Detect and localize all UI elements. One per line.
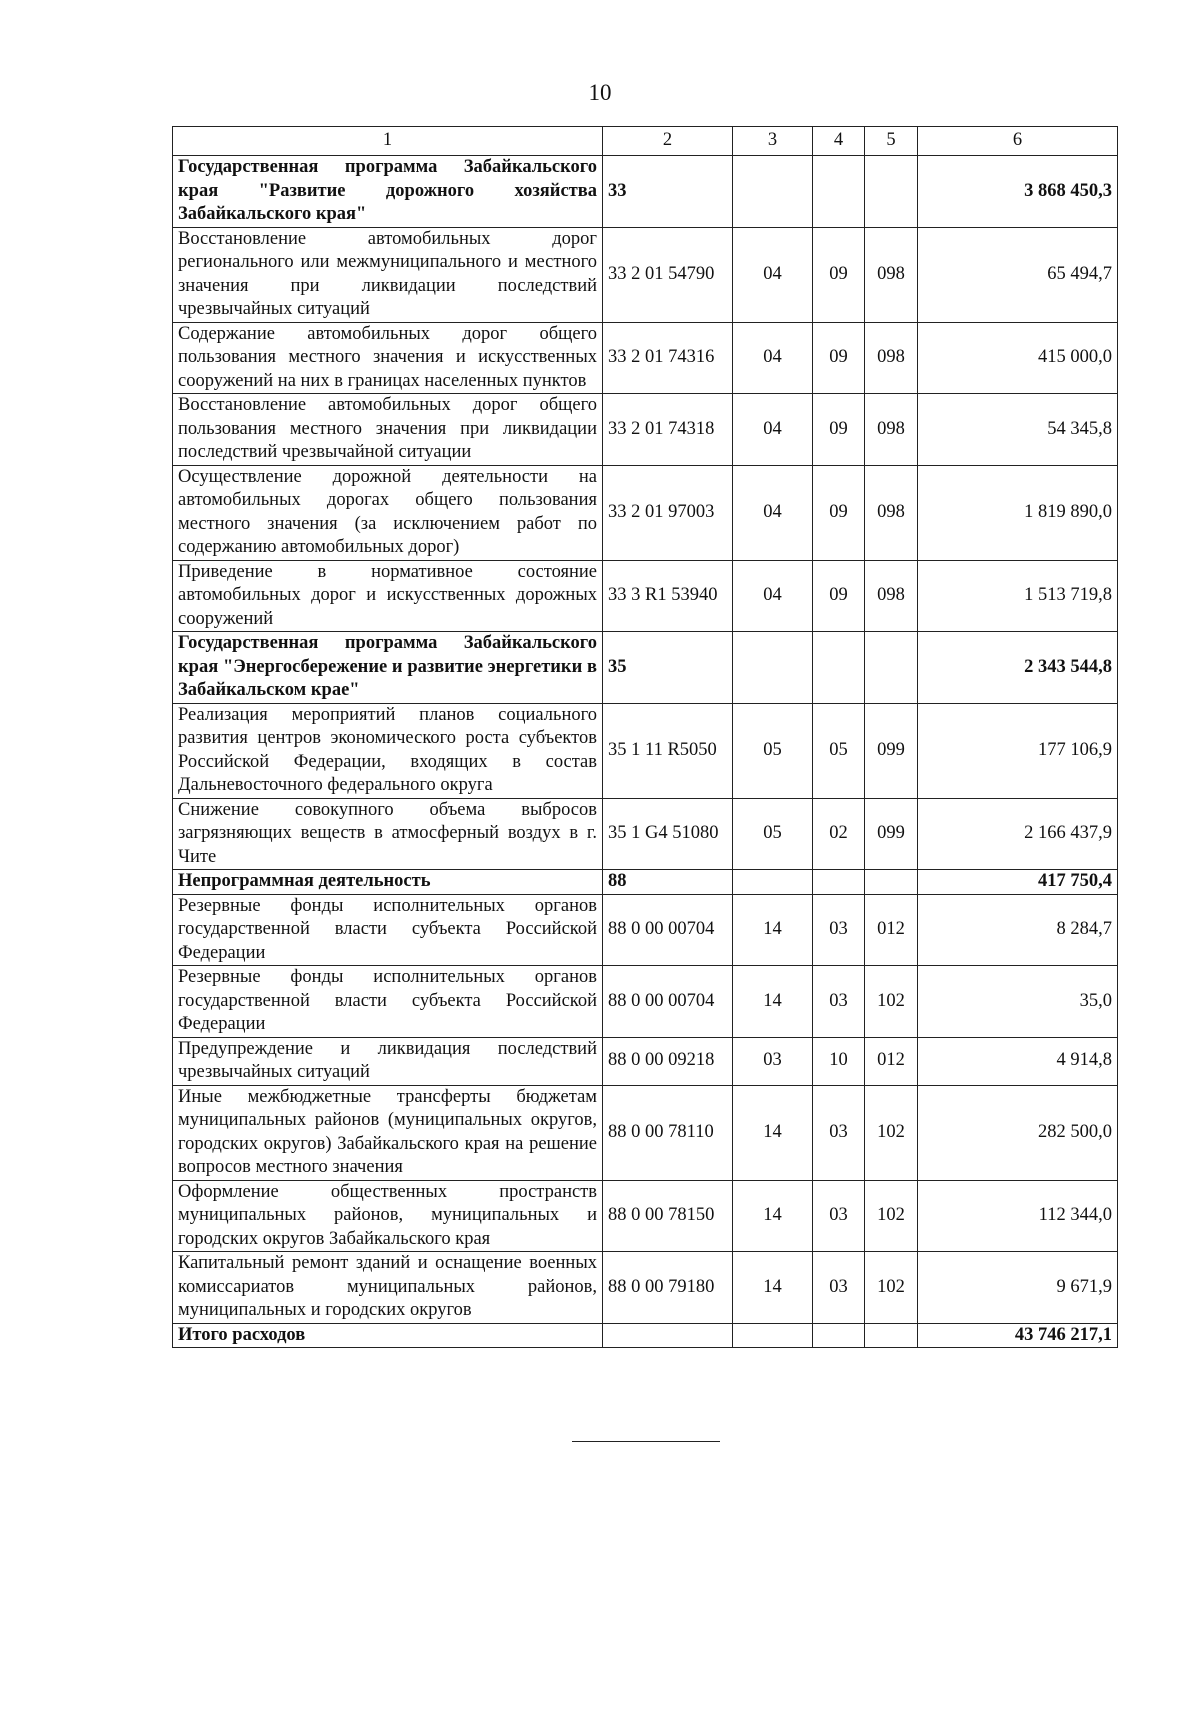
row-type-cell <box>865 870 918 895</box>
row-code-cell: 88 0 00 78150 <box>603 1180 733 1252</box>
row-subsection-cell: 09 <box>813 227 865 322</box>
row-code-cell: 33 <box>603 156 733 228</box>
table-row <box>173 1085 1118 1180</box>
column-header: 6 <box>918 127 1118 156</box>
row-name-cell: Предупреждение и ликвидация последствий чрезвычайных ситуаций <box>173 1037 603 1085</box>
row-section-cell <box>733 1323 813 1348</box>
row-type-cell: 102 <box>865 1252 918 1324</box>
row-code-cell: 88 0 00 09218 <box>603 1037 733 1085</box>
row-section-cell <box>733 632 813 704</box>
row-section-cell: 14 <box>733 1085 813 1180</box>
row-section-cell: 04 <box>733 227 813 322</box>
row-section-cell: 14 <box>733 1252 813 1324</box>
row-amount-cell: 112 344,0 <box>918 1180 1118 1252</box>
row-code-cell <box>603 1323 733 1348</box>
footer-rule <box>572 1441 720 1442</box>
row-type-cell: 102 <box>865 1085 918 1180</box>
row-subsection-cell: 03 <box>813 1085 865 1180</box>
row-section-cell: 04 <box>733 394 813 466</box>
table-row <box>173 798 1118 870</box>
row-subsection-cell: 09 <box>813 560 865 632</box>
row-section-cell: 04 <box>733 465 813 560</box>
row-subsection-cell: 03 <box>813 894 865 966</box>
row-code-cell: 35 1 11 R5050 <box>603 703 733 798</box>
table-header-row <box>173 127 1118 156</box>
table-row <box>173 703 1118 798</box>
row-code-cell: 33 2 01 74318 <box>603 394 733 466</box>
row-subsection-cell: 03 <box>813 1180 865 1252</box>
row-subsection-cell <box>813 1323 865 1348</box>
row-name-cell: Государственная программа Забайкальского края "Энергосбережение и развитие энергетики в Забайкальском крае" <box>173 632 603 704</box>
row-code-cell: 88 0 00 00704 <box>603 894 733 966</box>
row-name-cell: Содержание автомобильных дорог общего пользования местного значения и искусственных сооружений на них в границах населенных пунктов <box>173 322 603 394</box>
table-row <box>173 394 1118 466</box>
row-name-cell: Снижение совокупного объема выбросов загрязняющих веществ в атмосферный воздух в г. Чите <box>173 798 603 870</box>
row-subsection-cell: 05 <box>813 703 865 798</box>
row-code-cell: 33 2 01 97003 <box>603 465 733 560</box>
row-code-cell: 88 <box>603 870 733 895</box>
row-code-cell: 33 2 01 54790 <box>603 227 733 322</box>
row-amount-cell: 54 345,8 <box>918 394 1118 466</box>
row-subsection-cell: 03 <box>813 1252 865 1324</box>
row-name-cell: Восстановление автомобильных дорог общего пользования местного значения при ликвидации последствий чрезвычайной ситуации <box>173 394 603 466</box>
row-section-cell: 14 <box>733 1180 813 1252</box>
table-row <box>173 870 1118 895</box>
row-section-cell: 05 <box>733 798 813 870</box>
row-name-cell: Непрограммная деятельность <box>173 870 603 895</box>
row-type-cell: 102 <box>865 966 918 1038</box>
row-name-cell: Резервные фонды исполнительных органов государственной власти субъекта Российской Федерации <box>173 894 603 966</box>
row-type-cell: 099 <box>865 798 918 870</box>
table-row <box>173 1252 1118 1324</box>
expenditure-table <box>172 126 1118 1348</box>
column-header: 4 <box>813 127 865 156</box>
row-amount-cell: 1 819 890,0 <box>918 465 1118 560</box>
row-section-cell: 05 <box>733 703 813 798</box>
row-name-cell: Приведение в нормативное состояние автомобильных дорог и искусственных дорожных сооружений <box>173 560 603 632</box>
row-type-cell <box>865 156 918 228</box>
table-row <box>173 322 1118 394</box>
row-subsection-cell: 03 <box>813 966 865 1038</box>
row-subsection-cell: 09 <box>813 394 865 466</box>
row-type-cell: 098 <box>865 394 918 466</box>
row-name-cell: Резервные фонды исполнительных органов государственной власти субъекта Российской Федерации <box>173 966 603 1038</box>
row-name-cell: Оформление общественных пространств муниципальных районов, муниципальных и городских округов Забайкальского края <box>173 1180 603 1252</box>
column-header: 3 <box>733 127 813 156</box>
row-type-cell <box>865 632 918 704</box>
row-type-cell: 098 <box>865 560 918 632</box>
row-subsection-cell: 02 <box>813 798 865 870</box>
row-amount-cell: 3 868 450,3 <box>918 156 1118 228</box>
table-row <box>173 632 1118 704</box>
row-name-cell: Осуществление дорожной деятельности на автомобильных дорогах общего пользования местного значения (за исключением работ по содержанию автомобильных дорог) <box>173 465 603 560</box>
row-amount-cell: 4 914,8 <box>918 1037 1118 1085</box>
row-section-cell: 14 <box>733 894 813 966</box>
row-amount-cell: 2 343 544,8 <box>918 632 1118 704</box>
row-code-cell: 88 0 00 78110 <box>603 1085 733 1180</box>
row-amount-cell: 2 166 437,9 <box>918 798 1118 870</box>
row-code-cell: 35 1 G4 51080 <box>603 798 733 870</box>
row-section-cell: 03 <box>733 1037 813 1085</box>
row-name-cell: Государственная программа Забайкальского края "Развитие дорожного хозяйства Забайкальского края" <box>173 156 603 228</box>
table-row <box>173 966 1118 1038</box>
row-code-cell: 33 2 01 74316 <box>603 322 733 394</box>
table-row <box>173 465 1118 560</box>
row-type-cell: 098 <box>865 227 918 322</box>
row-name-cell: Итого расходов <box>173 1323 603 1348</box>
row-name-cell: Капитальный ремонт зданий и оснащение военных комиссариатов муниципальных районов, муниципальных и городских округов <box>173 1252 603 1324</box>
row-subsection-cell <box>813 870 865 895</box>
table-row <box>173 894 1118 966</box>
row-section-cell <box>733 156 813 228</box>
row-amount-cell: 8 284,7 <box>918 894 1118 966</box>
row-subsection-cell <box>813 156 865 228</box>
column-header: 1 <box>173 127 603 156</box>
row-type-cell: 098 <box>865 322 918 394</box>
row-type-cell: 098 <box>865 465 918 560</box>
row-subsection-cell: 09 <box>813 465 865 560</box>
row-amount-cell: 177 106,9 <box>918 703 1118 798</box>
row-section-cell: 14 <box>733 966 813 1038</box>
table-row <box>173 156 1118 228</box>
row-type-cell: 102 <box>865 1180 918 1252</box>
row-code-cell: 88 0 00 79180 <box>603 1252 733 1324</box>
column-header: 2 <box>603 127 733 156</box>
row-name-cell: Восстановление автомобильных дорог регионального или межмуниципального и местного значения при ликвидации последствий чрезвычайных ситуаций <box>173 227 603 322</box>
table-row <box>173 1323 1118 1348</box>
table-row <box>173 560 1118 632</box>
row-amount-cell: 415 000,0 <box>918 322 1118 394</box>
row-type-cell: 099 <box>865 703 918 798</box>
table-row <box>173 1037 1118 1085</box>
row-amount-cell: 417 750,4 <box>918 870 1118 895</box>
row-section-cell: 04 <box>733 322 813 394</box>
row-code-cell: 35 <box>603 632 733 704</box>
row-code-cell: 33 3 R1 53940 <box>603 560 733 632</box>
row-type-cell: 012 <box>865 1037 918 1085</box>
row-code-cell: 88 0 00 00704 <box>603 966 733 1038</box>
page-number: 10 <box>588 80 612 105</box>
row-amount-cell: 65 494,7 <box>918 227 1118 322</box>
table-row <box>173 1180 1118 1252</box>
row-subsection-cell: 09 <box>813 322 865 394</box>
row-amount-cell: 282 500,0 <box>918 1085 1118 1180</box>
row-section-cell: 04 <box>733 560 813 632</box>
row-type-cell: 012 <box>865 894 918 966</box>
row-section-cell <box>733 870 813 895</box>
row-subsection-cell <box>813 632 865 704</box>
row-amount-cell: 35,0 <box>918 966 1118 1038</box>
row-name-cell: Иные межбюджетные трансферты бюджетам муниципальных районов (муниципальных округов, городских округов) Забайкальского края на решение вопросов местного значения <box>173 1085 603 1180</box>
table-row <box>173 227 1118 322</box>
row-type-cell <box>865 1323 918 1348</box>
row-name-cell: Реализация мероприятий планов социального развития центров экономического роста субъектов Российской Федерации, входящих в состав Дальневосточного федерального округа <box>173 703 603 798</box>
column-header: 5 <box>865 127 918 156</box>
row-amount-cell: 43 746 217,1 <box>918 1323 1118 1348</box>
row-subsection-cell: 10 <box>813 1037 865 1085</box>
row-amount-cell: 1 513 719,8 <box>918 560 1118 632</box>
row-amount-cell: 9 671,9 <box>918 1252 1118 1324</box>
